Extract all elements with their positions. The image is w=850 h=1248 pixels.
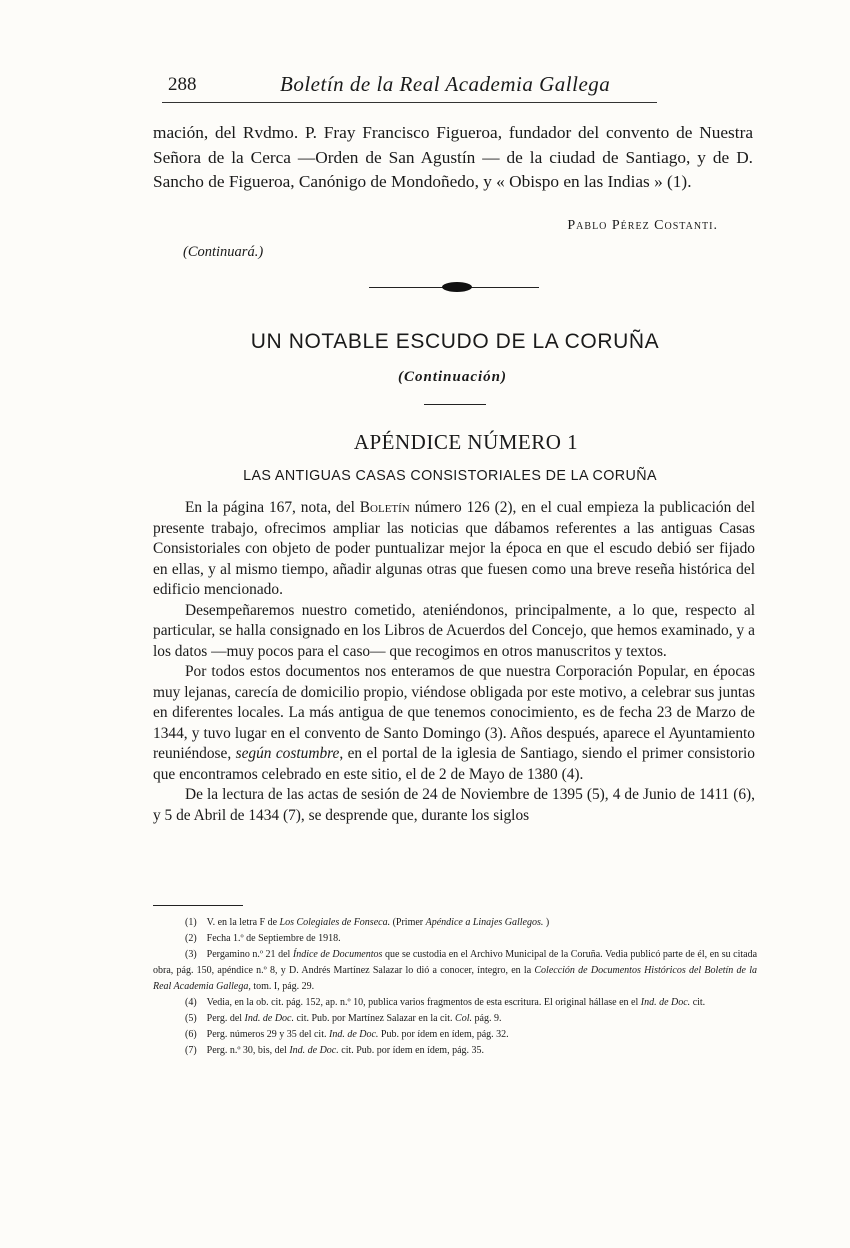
- footnote-text: Pergamino n.º 21 del: [206, 949, 291, 960]
- footnote-text: cit.: [692, 997, 706, 1008]
- footnote-text: Ind. de Doc.: [289, 1045, 339, 1056]
- footnote-text: cit. Pub. por ídem en ídem, pág. 35.: [341, 1045, 485, 1056]
- paragraph-2: Desempeñaremos nuestro cometido, ateniéndonos, principalmente, a lo que, respecto al particular, se halla consignado en los Libros de Acuerdos del Concejo, que hemos examinado, y a los datos —muy pocos para el caso— que recogimos en otros manuscritos y textos.: [153, 601, 755, 660]
- paragraph-1: [153, 498, 755, 601]
- title-rule: [424, 404, 486, 405]
- footnote-text: cit. Pub. por Martínez Salazar en la cit.: [296, 1013, 453, 1024]
- footnote-text: Colección de Documentos Históricos del Boletín de la Real Academia Gallega,: [153, 965, 757, 992]
- p3-italic: según costumbre: [235, 745, 340, 762]
- footnote-number: (5): [185, 1013, 197, 1024]
- footnote-text: Índice de Documentos: [292, 949, 383, 960]
- footnote-text: Perg. n.º 30, bis, del: [206, 1045, 287, 1056]
- p3-text-a: Por todos estos documentos nos enteramos de que nuestra Corporación Popular, en épocas muy lejanas, carecía de domicilio propio, viéndose obligada por este motivo, a celebrar sus juntas en diferentes locales. La más antigua de que tenemos conocimiento, es de fecha 23 de Marzo de 1344, y tuvo lugar en el convento de Santo Domingo (3). Años después, aparece el Ayuntamiento reuniéndose,: [153, 663, 755, 762]
- footnote-text: ): [545, 917, 550, 928]
- footnote-text: Pub. por ídem en ídem, pág. 32.: [380, 1029, 509, 1040]
- footnote-text: Perg. números 29 y 35 del cit.: [206, 1029, 327, 1040]
- appendix-title: APÉNDICE NÚMERO 1: [353, 430, 579, 454]
- footnotes: [153, 915, 757, 1059]
- continuara-note: (Continuará.): [183, 244, 264, 260]
- p1-text-a: En la página 167, nota, del: [185, 499, 355, 516]
- journal-title: Boletín de la Real Academia Gallega: [280, 72, 611, 96]
- p3-text-b: , en el portal de la iglesia de Santiago, siendo el primer consistorio que encontramos celebrado en este sitio, el de 2 de Mayo de 1380 (4).: [153, 745, 755, 783]
- footnote-rule: [153, 905, 243, 906]
- paragraph-3: [153, 662, 755, 785]
- footnote-number: (7): [185, 1045, 197, 1056]
- footnote-number: (2): [185, 933, 197, 944]
- footnote-text: Ind. de Doc.: [640, 997, 691, 1008]
- footnote-text: Apéndice a Linajes Gallegos.: [425, 917, 544, 928]
- paragraph-4: De la lectura de las actas de sesión de 24 de Noviembre de 1395 (5), 4 de Junio de 1411 (6), y 5 de Abril de 1434 (7), se desprende que, durante los siglos: [153, 786, 755, 824]
- footnote-text: Col.: [455, 1013, 472, 1024]
- appendix-subtitle: LAS ANTIGUAS CASAS CONSISTORIALES DE LA CORUÑA: [243, 468, 657, 484]
- continuation-label: (Continuación): [397, 369, 508, 385]
- footnote-text: Ind. de Doc.: [244, 1013, 294, 1024]
- footnote: [153, 947, 757, 995]
- header-rule: [162, 102, 657, 103]
- footnote-text: Fecha 1.º de Septiembre de 1918.: [206, 933, 341, 944]
- running-header: [168, 72, 638, 102]
- p1-text-b: número 126 (2), en el cual empieza la publicación del presente trabajo, ofrecimos ampliar las noticias que dábamos referentes a las antiguas Casas Consistoriales con objeto de poder puntualizar mejor la época en que el escudo debió ser fijado en ellas, y al mismo tiempo, añadir algunas otras que fuesen como una breve reseña histórica del edificio mencionado.: [153, 499, 755, 598]
- article-body: [153, 498, 755, 826]
- page-number: 288: [168, 74, 197, 95]
- footnote: [153, 1043, 757, 1059]
- carryover-paragraph: mación, del Rvdmo. P. Fray Francisco Figueroa, fundador del convento de Nuestra Señora de la Cerca —Orden de San Agustín — de la ciudad de Santiago, y de D. Sancho de Figueroa, Canónigo de Mondoñedo, y « Obispo en las Indias » (1).: [153, 123, 753, 191]
- boletin-smallcaps: Boletín: [359, 499, 410, 516]
- footnote: [153, 915, 757, 931]
- footnote: [153, 1011, 757, 1027]
- footnote: [153, 1027, 757, 1043]
- footnote-text: Vedia, en la ob. cit. pág. 152, ap. n.º 10, publica varios fragmentos de esta escritura. El original hállase en el: [206, 997, 639, 1008]
- footnote-text: Los Colegiales de Fonseca.: [279, 917, 391, 928]
- author-signature: Pablo Pérez Costanti.: [567, 218, 718, 233]
- footnote: [153, 931, 757, 947]
- article-title: UN NOTABLE ESCUDO DE LA CORUÑA: [250, 330, 660, 353]
- divider-ornament: [442, 282, 472, 292]
- footnote-text: pág. 9.: [474, 1013, 502, 1024]
- footnote-number: (4): [185, 997, 197, 1008]
- footnote-number: (3): [185, 949, 197, 960]
- footnote-text: tom. I, pág. 29.: [253, 981, 315, 992]
- footnote-text: V. en la letra F de: [206, 917, 278, 928]
- footnote-text: (Primer: [392, 917, 424, 928]
- footnote-text: Ind. de Doc.: [328, 1029, 379, 1040]
- footnote-text: Perg. del: [206, 1013, 243, 1024]
- footnote-number: (6): [185, 1029, 197, 1040]
- footnote-number: (1): [185, 917, 197, 928]
- footnote: [153, 995, 757, 1011]
- footnote-text: que se custodia en el Archivo Municipal de la Coruña. Vedia publicó parte de él, en su citada obra, pág. 150, apéndice n.º 8, y D. Andrés Martínez Salazar lo dió a conocer, íntegro, en la: [153, 949, 758, 976]
